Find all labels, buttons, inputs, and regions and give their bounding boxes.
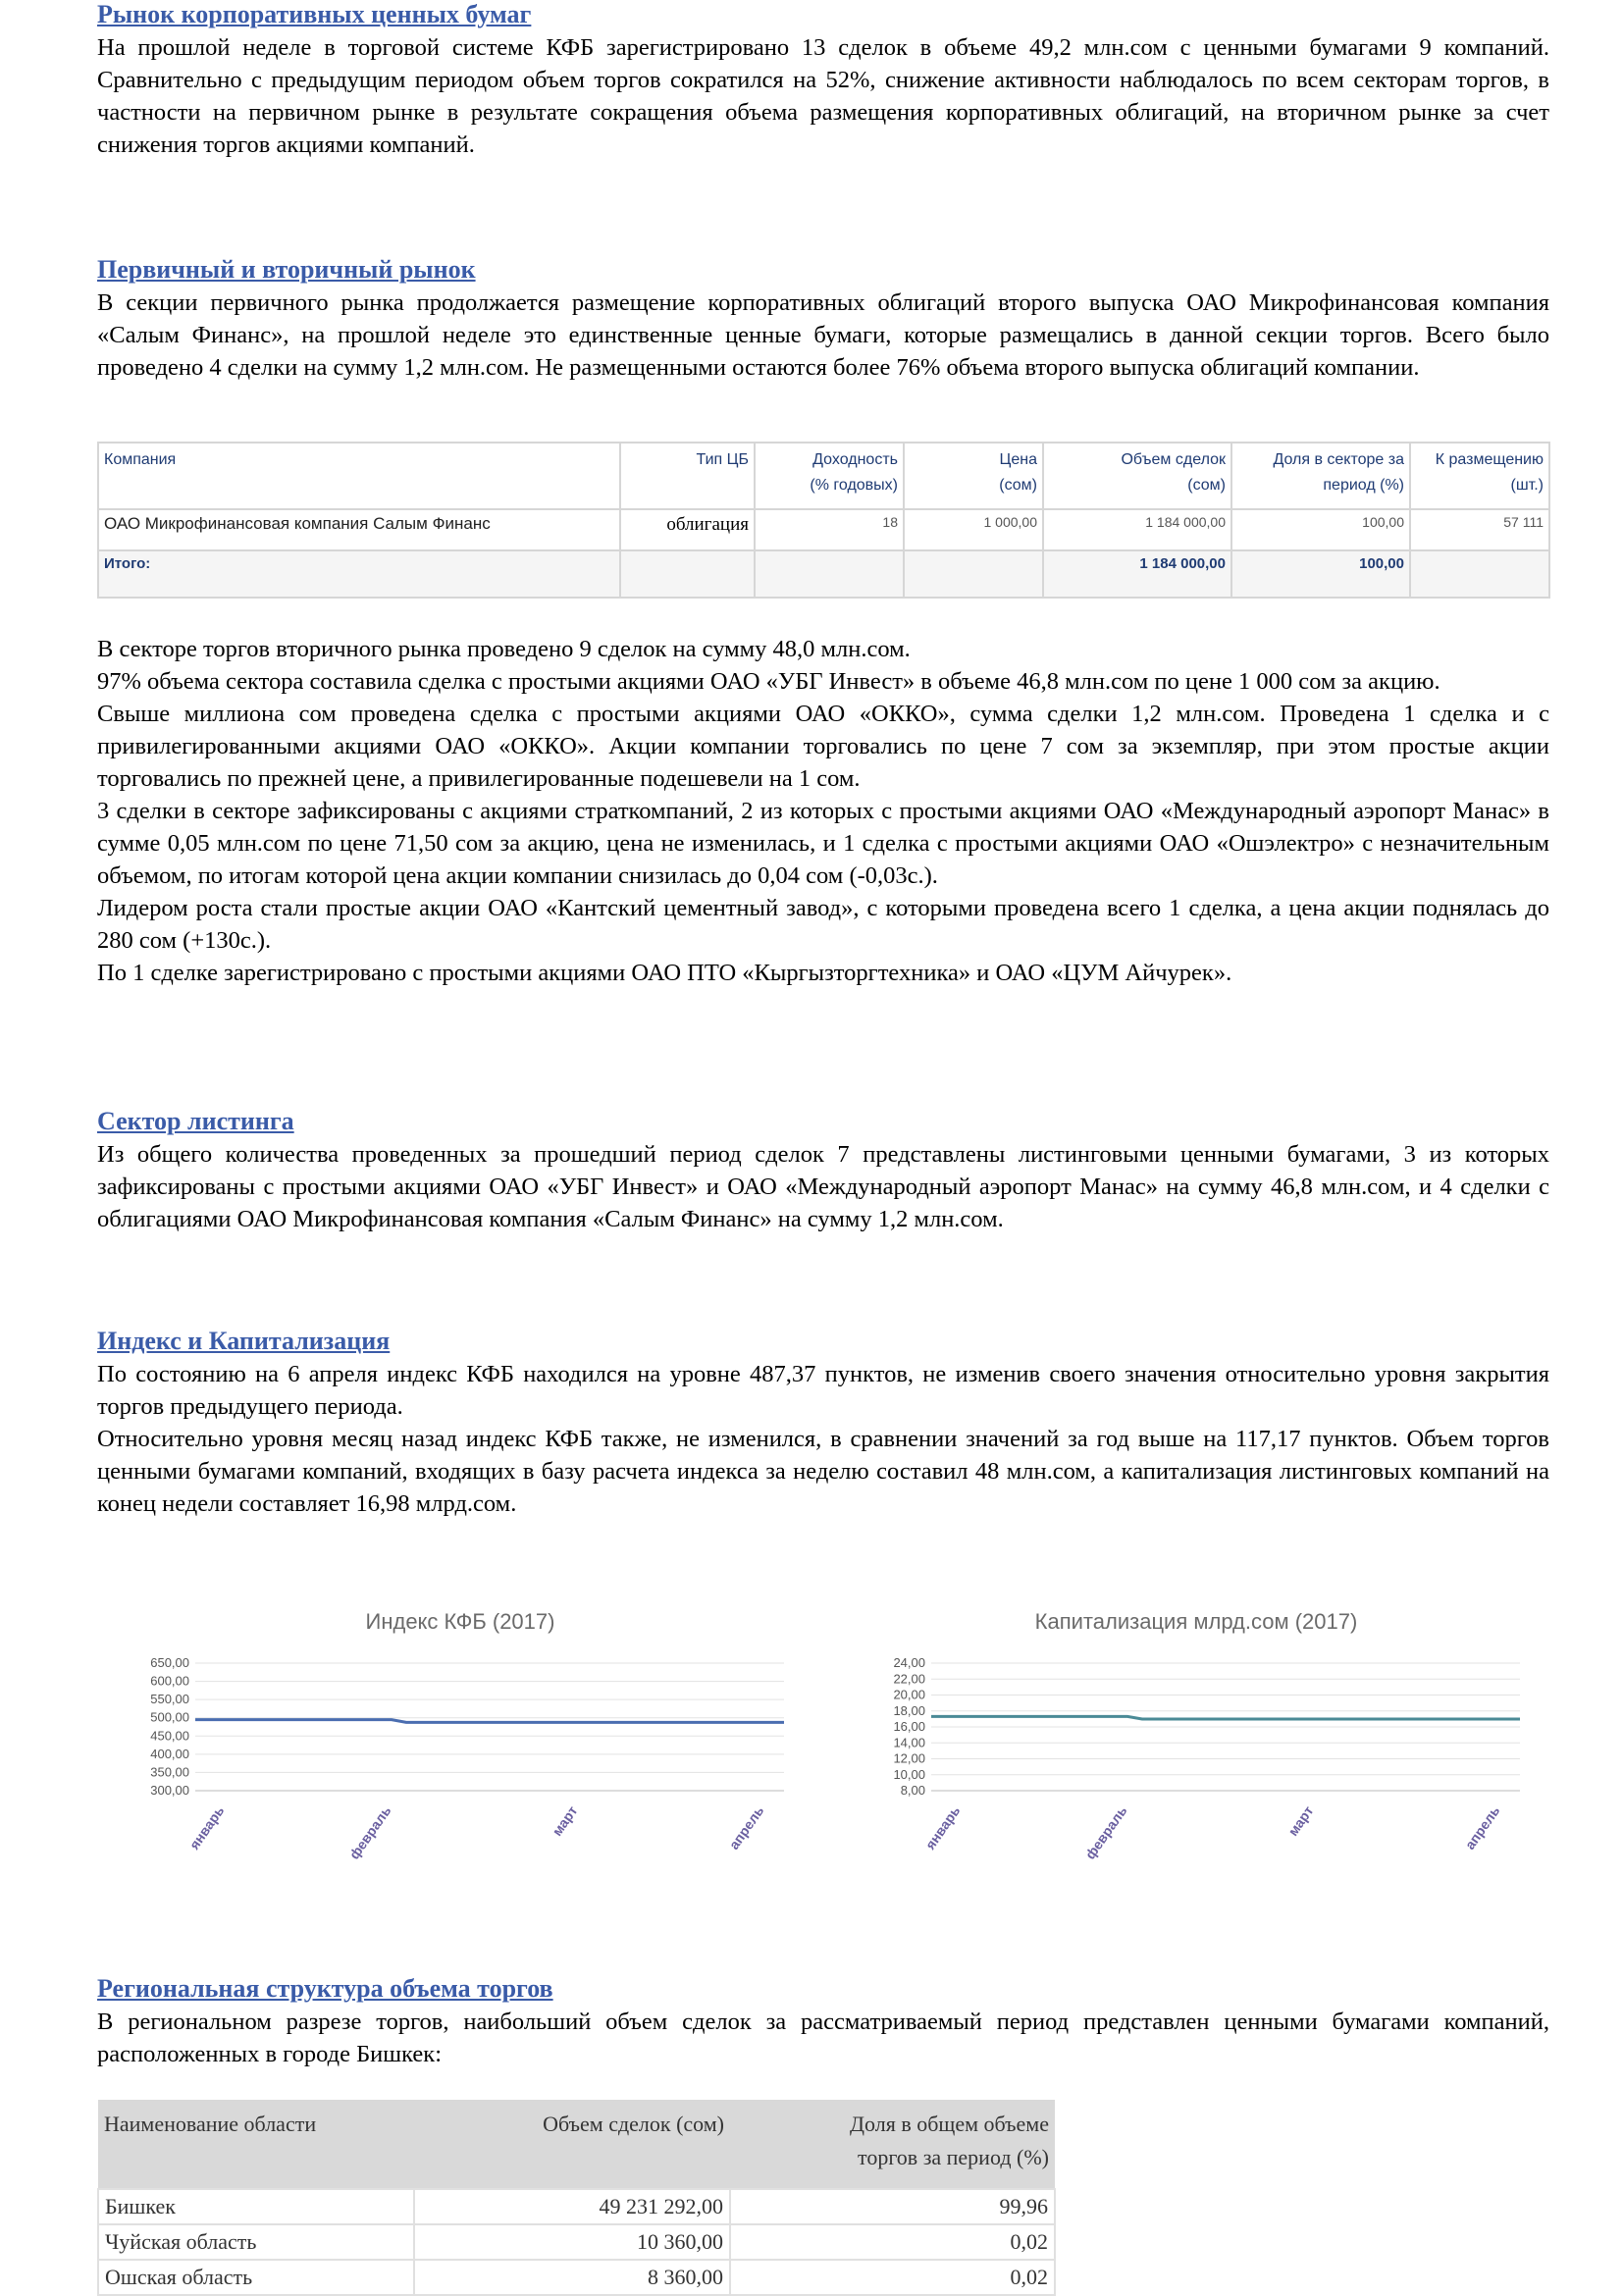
col-volume: Объем сделок (сом): [1043, 443, 1231, 509]
section-primary: [97, 255, 1549, 384]
section-listing: [97, 1107, 1549, 1235]
index-chart-svg: [97, 1599, 823, 1913]
y-tick-label: 500,00: [150, 1709, 189, 1725]
col-yield: Доходность (% годовых): [755, 443, 904, 509]
col-share: Доля в секторе за период (%): [1231, 443, 1410, 509]
section-index: [97, 1327, 1549, 1520]
col-company: Компания: [98, 443, 620, 509]
y-tick-label: 10,00: [893, 1766, 925, 1782]
paragraph-index-1: По состоянию на 6 апреля индекс КФБ находился на уровне 487,37 пунктов, не изменив своего значения относительно уровня закрытия торгов предыдущего периода.: [97, 1361, 1549, 1420]
cell-company: ОАО Микрофинансовая компания Салым Финанс: [98, 509, 620, 550]
y-tick-label: 550,00: [150, 1692, 189, 1707]
y-tick-label: 20,00: [893, 1687, 925, 1702]
secondary-line-5: Лидером роста стали простые акции ОАО «Кантский цементный завод», с которыми проведена всего 1 сделка, а цена акции поднялась до 280 сом (+130с.).: [97, 895, 1549, 954]
x-tick-label: апрель: [725, 1802, 767, 1852]
x-tick-label: март: [549, 1802, 581, 1839]
cell-share: 100,00: [1231, 509, 1410, 550]
secondary-line-2: 97% объема сектора составила сделка с простыми акциями ОАО «УБГ Инвест» в объеме 46,8 млн.сом по цене 1 000 сом за акцию.: [97, 668, 1440, 695]
cell-volume: 49 231 292,00: [414, 2189, 730, 2224]
regional-table: [97, 2100, 1056, 2296]
cell-share: 0,02: [730, 2224, 1055, 2260]
col-region: Наименование области: [98, 2100, 414, 2189]
y-tick-label: 400,00: [150, 1746, 189, 1761]
section-corporate: [97, 0, 1549, 161]
cell-share: 0,02: [730, 2260, 1055, 2295]
paragraph-primary: В секции первичного рынка продолжается размещение корпоративных облигаций второго выпуска ОАО Микрофинансовая компания «Салым Финанс», на прошлой неделе это единственные ценные бумаги, которые размещались в данной секции торгов. Всего было проведено 4 сделки на сумму 1,2 млн.сом. Не размещенными остаются более 76% объема второго выпуска облигаций компании.: [97, 289, 1549, 381]
y-tick-label: 300,00: [150, 1783, 189, 1798]
series-line: [195, 1720, 784, 1723]
empty-cell: [755, 550, 904, 598]
x-tick-label: февраль: [345, 1802, 394, 1862]
x-tick-label: январь: [185, 1802, 228, 1852]
table-row: [98, 2224, 1055, 2260]
paragraph-regional: В региональном разрезе торгов, наибольший объем сделок за рассматриваемый период представлен ценными бумагами компаний, расположенных в городе Бишкек:: [97, 2009, 1549, 2067]
empty-cell: [620, 550, 755, 598]
x-tick-label: февраль: [1081, 1802, 1130, 1862]
cell-yield: 18: [755, 509, 904, 550]
x-tick-label: апрель: [1461, 1802, 1503, 1852]
y-tick-label: 450,00: [150, 1728, 189, 1744]
index-chart: [97, 1599, 823, 1918]
y-tick-label: 24,00: [893, 1655, 925, 1670]
table-row: [98, 2189, 1055, 2224]
secondary-line-3: Свыше миллиона сом проведена сделка с простыми акциями ОАО «ОККО», сумма сделки 1,2 млн.сом. Проведена 1 сделка и с привилегированными акциями ОАО «ОККО». Акции компании торговались по цене 7 сом за экземпляр, при этом простые акции торговались по прежней цене, а привилегированные подешевели на 1 сом.: [97, 701, 1549, 792]
y-tick-label: 600,00: [150, 1673, 189, 1689]
chart-title: Капитализация млрд.сом (2017): [1034, 1609, 1358, 1634]
capitalization-chart: [833, 1599, 1559, 1918]
col-share: Доля в общем объеме торгов за период (%): [730, 2100, 1055, 2189]
series-line: [931, 1716, 1520, 1719]
paragraph-corporate: На прошлой неделе в торговой системе КФБ зарегистрировано 13 сделок в объеме 49,2 млн.сом с ценными бумагами 9 компаний. Сравнительно с предыдущим периодом объем торгов сократился на 52%, снижение активности наблюдалось по всем секторам торгов, в частности на первичном рынке в результате сокращения объема размещения корпоративных облигаций, на вторичном рынке за счет снижения торгов акциями компаний.: [97, 34, 1549, 158]
heading-regional: Региональная структура объема торгов: [97, 1974, 553, 2003]
empty-cell: [1410, 550, 1549, 598]
section-regional: [97, 1974, 1549, 2070]
y-tick-label: 12,00: [893, 1750, 925, 1766]
table-row: [98, 2260, 1055, 2295]
col-volume: Объем сделок (сом): [414, 2100, 730, 2189]
x-tick-label: январь: [921, 1802, 964, 1852]
chart-title: Индекс КФБ (2017): [365, 1609, 555, 1634]
table-header-row: [98, 443, 1549, 509]
y-tick-label: 22,00: [893, 1671, 925, 1687]
col-placement: К размещению (шт.): [1410, 443, 1549, 509]
cell-region: Ошская область: [98, 2260, 414, 2295]
table-header-row: [98, 2100, 1055, 2189]
cell-placement: 57 111: [1410, 509, 1549, 550]
total-share: 100,00: [1231, 550, 1410, 598]
paragraph-listing: Из общего количества проведенных за прошедший период сделок 7 представлены листинговыми ценными бумагами, 3 из которых зафиксированы с простыми акциями ОАО «УБГ Инвест» и ОАО «Международный аэропорт Манас» на сумму 46,8 млн.сом, и 4 сделки с облигациями ОАО Микрофинансовая компания «Салым Финанс» на сумму 1,2 млн.сом.: [97, 1141, 1549, 1232]
cell-region: Бишкек: [98, 2189, 414, 2224]
col-price: Цена (сом): [904, 443, 1043, 509]
secondary-line-4: 3 сделки в секторе зафиксированы с акциями страткомпаний, 2 из которых с простыми акциями ОАО «Международный аэропорт Манас» в сумме 0,05 млн.сом по цене 71,50 сом за акцию, цена не изменилась, и 1 сделка с простыми акциями ОАО «Ошэлектро» с незначительным объемом, по итогам которой цена акции компании снизилась до 0,04 сом (-0,03с.).: [97, 798, 1549, 889]
section-secondary: [97, 633, 1549, 989]
heading-primary: Первичный и вторичный рынок: [97, 255, 476, 284]
cell-volume: 10 360,00: [414, 2224, 730, 2260]
y-tick-label: 8,00: [900, 1783, 925, 1798]
secondary-line-6: По 1 сделке зарегистрировано с простыми акциями ОАО ПТО «Кыргызторгтехника» и ОАО «ЦУМ Айчурек».: [97, 960, 1232, 986]
heading-index: Индекс и Капитализация: [97, 1327, 391, 1355]
capitalization-chart-svg: [833, 1599, 1559, 1913]
secondary-line-1: В секторе торгов вторичного рынка проведено 9 сделок на сумму 48,0 млн.сом.: [97, 636, 911, 662]
y-tick-label: 14,00: [893, 1735, 925, 1750]
cell-type: облигация: [620, 509, 755, 550]
total-volume: 1 184 000,00: [1043, 550, 1231, 598]
cell-volume: 8 360,00: [414, 2260, 730, 2295]
y-tick-label: 650,00: [150, 1655, 189, 1670]
table-row: [98, 509, 1549, 550]
x-tick-label: март: [1284, 1802, 1317, 1839]
y-tick-label: 350,00: [150, 1764, 189, 1780]
col-type: Тип ЦБ: [620, 443, 755, 509]
cell-volume: 1 184 000,00: [1043, 509, 1231, 550]
y-tick-label: 16,00: [893, 1719, 925, 1734]
y-tick-label: 18,00: [893, 1702, 925, 1718]
heading-listing: Сектор листинга: [97, 1107, 294, 1135]
primary-market-table: [97, 442, 1550, 599]
paragraph-index-2: Относительно уровня месяц назад индекс КФБ также, не изменился, в сравнении значений за год выше на 117,17 пунктов. Объем торгов ценными бумагами компаний, входящих в базу расчета индекса за неделю составил 48 млн.сом, а капитализация листинговых компаний на конец недели составляет 16,98 млрд.сом.: [97, 1426, 1549, 1517]
heading-corporate: Рынок корпоративных ценных бумаг: [97, 0, 532, 28]
cell-region: Чуйская область: [98, 2224, 414, 2260]
cell-share: 99,96: [730, 2189, 1055, 2224]
total-label: Итого:: [98, 550, 620, 598]
table-total-row: [98, 550, 1549, 598]
cell-price: 1 000,00: [904, 509, 1043, 550]
empty-cell: [904, 550, 1043, 598]
